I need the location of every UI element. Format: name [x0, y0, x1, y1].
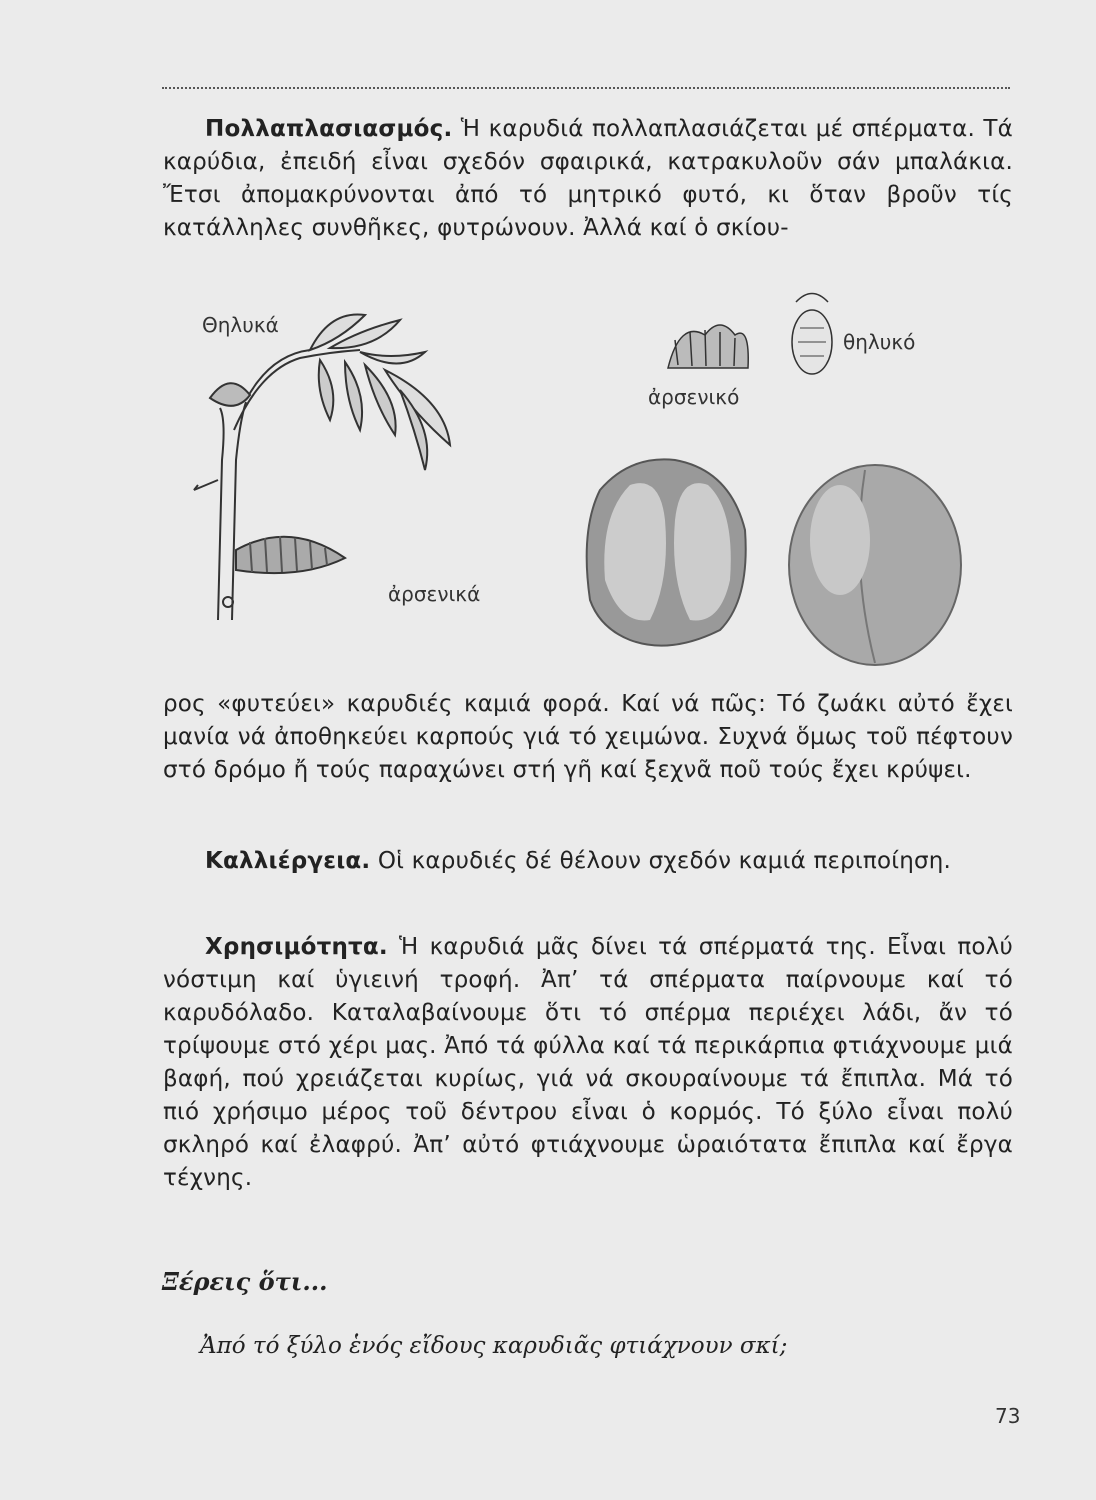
text-continuation: ρος «φυτεύει» καρυδιές καμιά φορά. Καί νά πῶς: Τό ζωάκι αὐτό ἔχει μανία νά ἀποθηκεύει καρπούς γιά τό χειμώνα. Συχνά ὅμως τοῦ πέφτουν στό δρόμο ἤ τούς παραχώνει στή γῆ καί ξεχνᾶ ποῦ τούς ἔχει κρύψει. [163, 691, 1013, 783]
heading-multiplication: Πολλαπλασιασμός. [205, 116, 453, 142]
whole-walnut-drawing [789, 465, 961, 665]
page-number: 73 [995, 1404, 1021, 1428]
did-you-know-heading: Ξέρεις ὅτι... [162, 1267, 328, 1296]
paragraph-cultivation [163, 845, 1013, 878]
label-male-plural: ἀρσενικά [388, 582, 481, 606]
text-usefulness: Ἡ καρυδιά μᾶς δίνει τά σπέρματά της. Εἶναι πολύ νόστιμη καί ὑγιεινή τροφή. Ἀπ’ τά σπέρματα παίρνουμε καί τό καρυδόλαδο. Καταλαβαίνουμε ὅτι τό σπέρμα περιέχει λάδι, ἄν τό τρίψουμε στό χέρι μας. Ἀπό τά φύλλα καί τά περικάρπια φτιάχνουμε μιά βαφή, πού χρειάζεται κυρίως, γιά νά σκουραίνουμε τά ἔπιπλα. Μά τό πιό χρήσιμο μέρος τοῦ δέντρου εἶναι ὁ κορμός. Τό ξύλο εἶναι πολύ σκληρό καί ἐλαφρύ. Ἀπ’ αὐτό φτιάχνουμε ὡραιότατα ἔπιπλα καί ἔργα τέχνης. [163, 934, 1013, 1191]
dotted-rule [162, 87, 1010, 89]
female-flower-drawing [792, 294, 832, 375]
open-walnut-drawing [587, 459, 746, 645]
label-female-singular: θηλυκό [843, 330, 916, 354]
label-male-singular: ἀρσενικό [648, 385, 740, 409]
did-you-know-question: Ἀπό τό ξύλο ἑνός εἴδους καρυδιᾶς φτιάχνουν σκί; [200, 1333, 788, 1359]
walnut-branch-drawing [194, 314, 450, 620]
male-flower-drawing [668, 325, 748, 368]
text-cultivation: Οἱ καρυδιές δέ θέλουν σχεδόν καμιά περιποίηση. [370, 848, 952, 874]
text-multiplication: Ἡ καρυδιά πολλαπλασιάζεται μέ σπέρματα. Τά καρύδια, ἐπειδή εἶναι σχεδόν σφαιρικά, κατρακυλοῦν σάν μπαλάκια. Ἔτσι ἀπομακρύνονται ἀπό τό μητρικό φυτό, κι ὅταν βροῦν τίς κατάλληλες συνθῆκες, φυτρώνουν. Ἀλλά καί ὁ σκίου- [163, 116, 1013, 241]
paragraph-continuation [163, 688, 1013, 787]
paragraph-multiplication [163, 113, 1013, 245]
heading-usefulness: Χρησιμότητα. [205, 934, 388, 960]
paragraph-usefulness [163, 931, 1013, 1195]
heading-cultivation: Καλλιέργεια. [205, 848, 371, 874]
walnut-figure [160, 280, 1020, 680]
label-female-plural: Θηλυκά [202, 313, 279, 337]
